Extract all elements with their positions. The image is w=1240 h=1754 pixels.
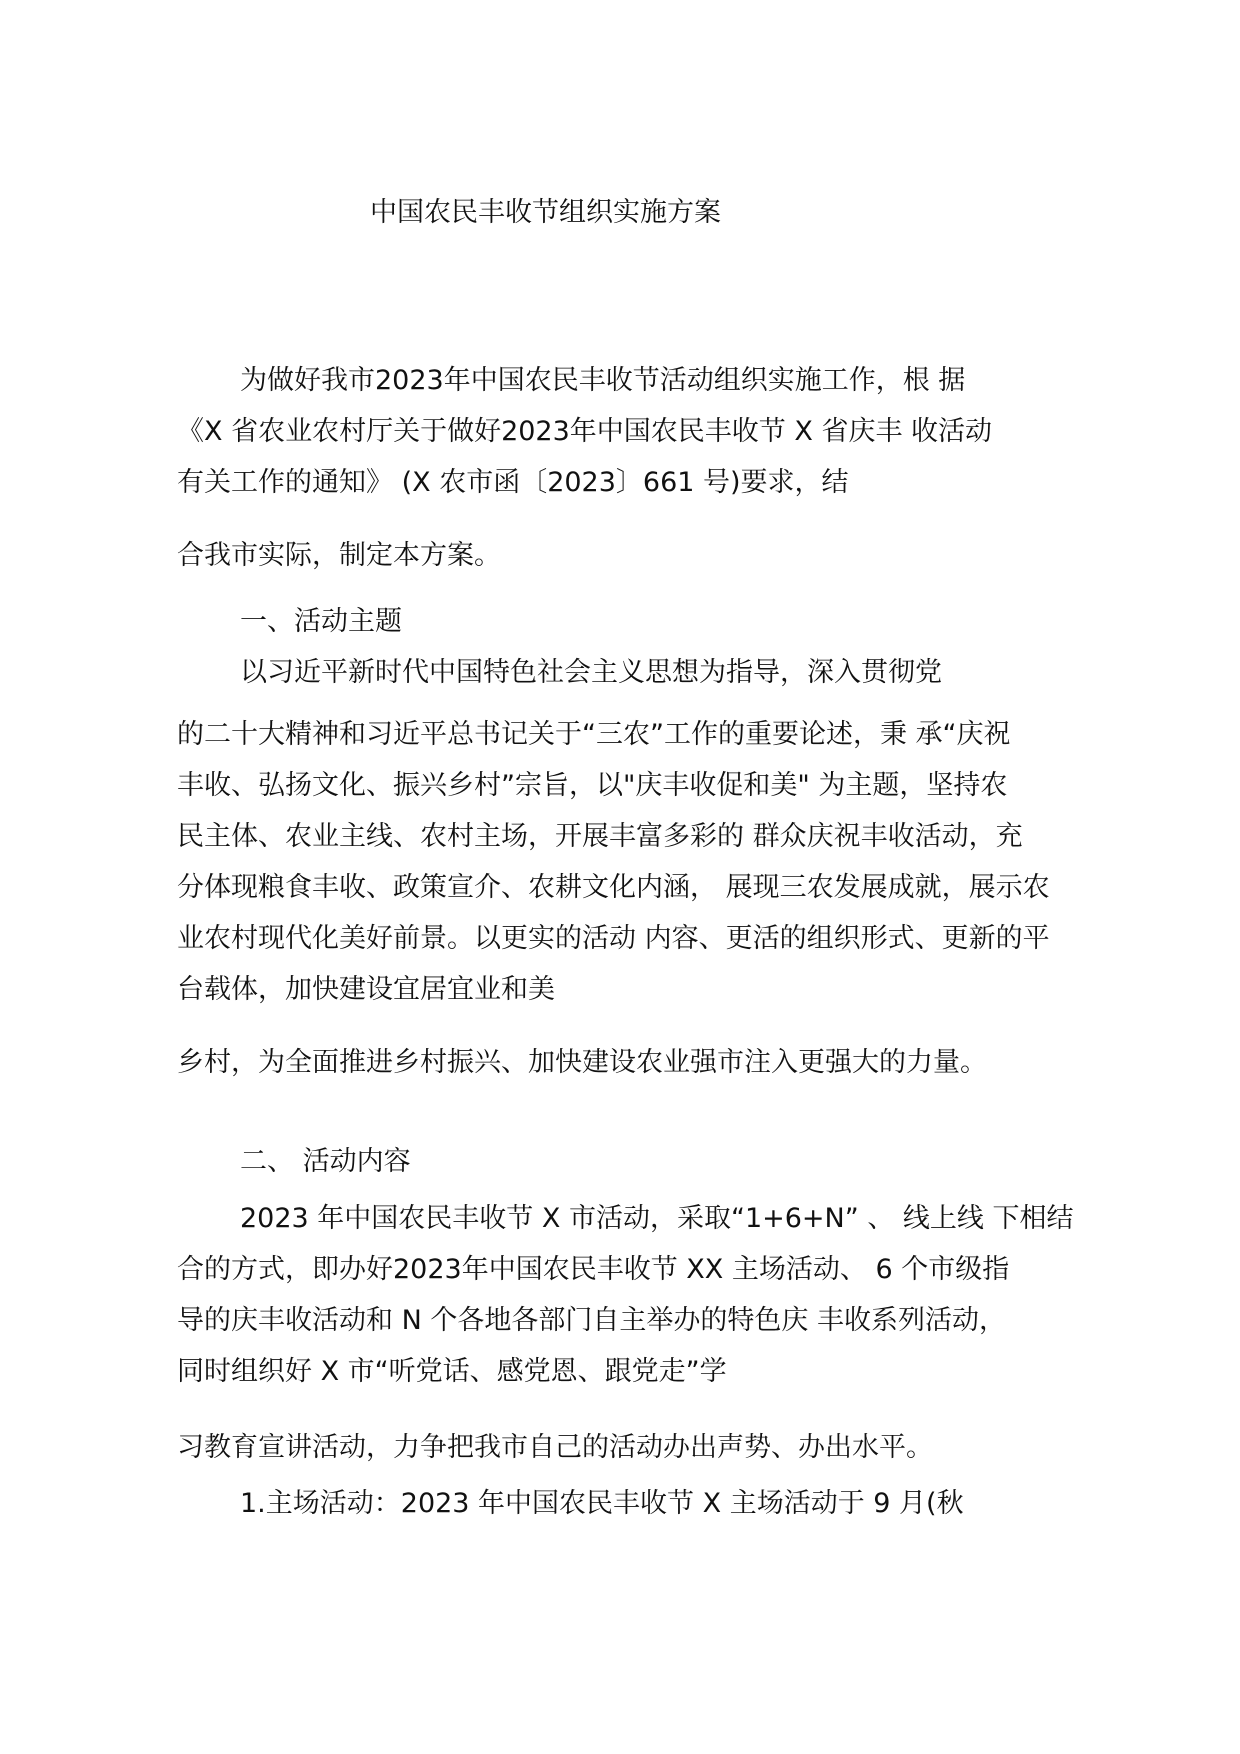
section-2-line-5: 习教育宣讲活动，力争把我市自己的活动办出声势、办出水平。 [177,1432,933,1463]
intro-line-2: 《X 省农业农村厅关于做好2023年中国农民丰收节 X 省庆丰 收活动 [177,416,993,447]
section-2-line-4: 同时组织好 X 市“听党话、感党恩、跟党走”学 [177,1356,727,1387]
section-1-line-1: 以习近平新时代中国特色社会主义思想为指导，深入贯彻党 [240,657,942,688]
section-1-line-5: 分体现粮食丰收、政策宣介、农耕文化内涵， 展现三农发展成就，展示农 [177,872,1050,903]
section-2-line-1: 2023 年中国农民丰收节 X 市活动，采取“1+6+N” 、 线上线 下相结 [240,1203,1074,1234]
section-1-line-3: 丰收、弘扬文化、振兴乡村”宗旨，以"庆丰收促和美" 为主题，坚持农 [177,770,1008,801]
section-1-line-2: 的二十大精神和习近平总书记关于“三农”工作的重要论述，秉 承“庆祝 [177,719,1011,750]
intro-line-3: 有关工作的通知》 (X 农市函〔2023〕661 号)要求，结 [177,467,849,498]
intro-line-1: 为做好我市2023年中国农民丰收节活动组织实施工作，根 据 [240,365,966,396]
section-2-line-3: 导的庆丰收活动和 N 个各地各部门自主举办的特色庆 丰收系列活动， [177,1305,1006,1336]
section-2-line-6: 1.主场活动：2023 年中国农民丰收节 X 主场活动于 9 月(秋 [240,1488,964,1519]
section-1-line-7: 台载体，加快建设宜居宜业和美 [177,974,555,1005]
document-title: 中国农民丰收节组织实施方案 [370,197,721,228]
section-1-heading: 一、活动主题 [240,606,402,637]
intro-line-4: 合我市实际，制定本方案。 [177,540,501,571]
section-1-line-8: 乡村，为全面推进乡村振兴、加快建设农业强市注入更强大的力量。 [177,1047,987,1078]
section-2-line-2: 合的方式，即办好2023年中国农民丰收节 XX 主场活动、 6 个市级指 [177,1254,1010,1285]
section-2-heading: 二、 活动内容 [240,1146,411,1177]
section-1-line-6: 业农村现代化美好前景。以更实的活动 内容、更活的组织形式、更新的平 [177,923,1050,954]
section-1-line-4: 民主体、农业主线、农村主场，开展丰富多彩的 群众庆祝丰收活动，充 [177,821,1023,852]
